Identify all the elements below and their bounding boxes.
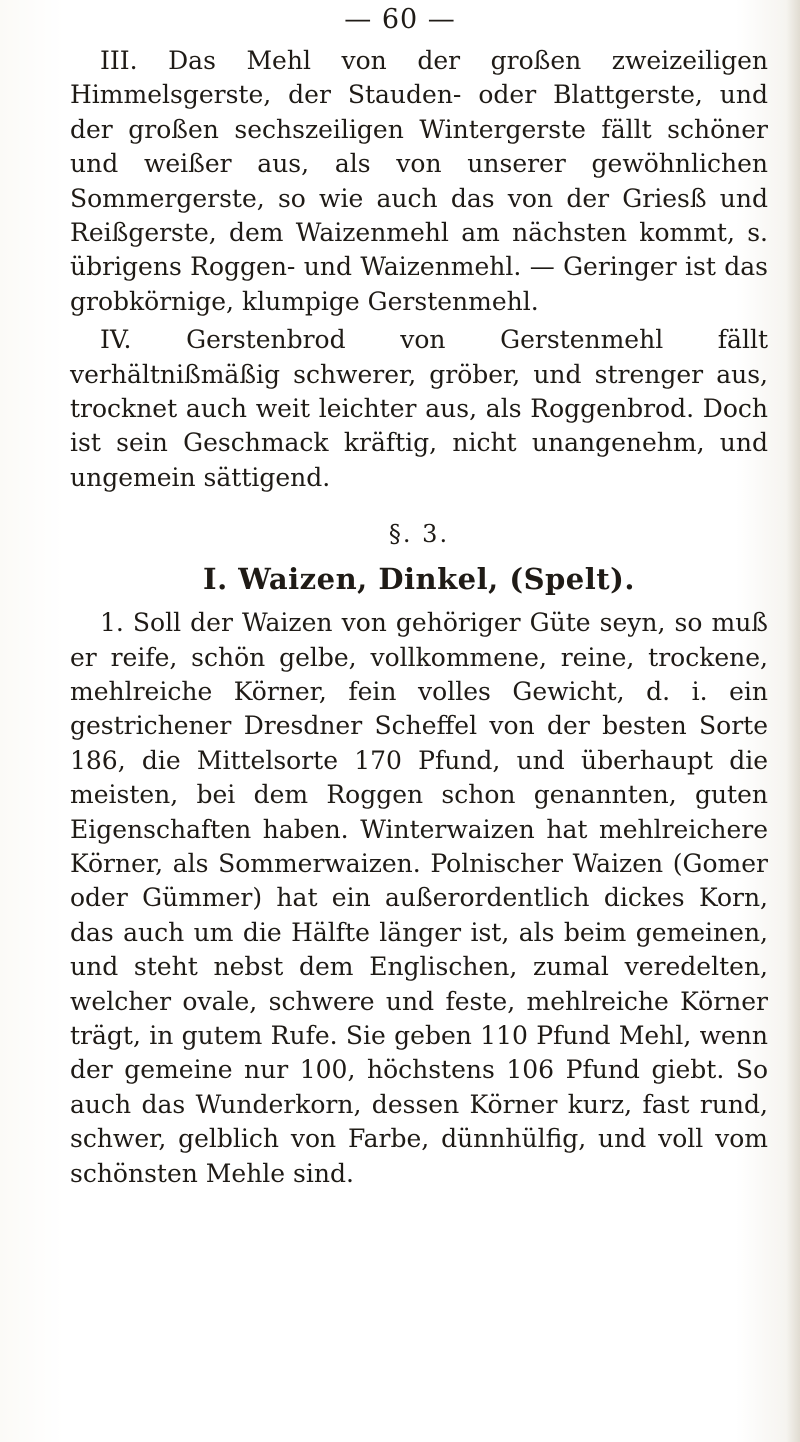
- page-number: — 60 —: [344, 4, 456, 35]
- paragraph-iii: III. Das Mehl von der großen zweizeiligen Himmelsgerste, der Stauden- oder Blattgerste, und der großen sechszeiligen Wintergerste fällt schöner und weißer aus, als von unserer gewöhnlichen Sommergerste, so wie auch das von der Griesß und Reißgerste, dem Waizenmehl am nächsten kommt, s. übrigens Roggen- und Waizenmehl. — Geringer ist das grobkörnige, klumpige Gerstenmehl.: [70, 46, 768, 316]
- page-edge-shadow: [786, 0, 800, 1442]
- paragraph-iv: IV. Gerstenbrod von Gerstenmehl fällt verhältnißmäßig schwerer, gröber, und strenger aus, trocknet auch weit leichter aus, als Roggenbrod. Doch ist sein Geschmack kräftig, nicht unangenehm, und ungemein sättigend.: [70, 325, 768, 492]
- page-text: [70, 44, 768, 1191]
- section-mark: §. 3.: [388, 520, 450, 549]
- section-heading: I. Waizen, Dinkel, (Spelt).: [203, 561, 635, 596]
- paragraph-1: 1. Soll der Waizen von gehöriger Güte seyn, so muß er reife, schön gelbe, vollkommene, reine, trockene, mehlreiche Körner, fein volles Gewicht, d. i. ein gestrichener Dresdner Scheffel von der besten Sorte 186, die Mittelsorte 170 Pfund, und überhaupt die meisten, bei dem Roggen schon genannten, guten Eigenschaften haben. Winterwaizen hat mehlreichere Körner, als Sommerwaizen. Polnischer Waizen (Gomer oder Gümmer) hat ein außerordentlich dickes Korn, das auch um die Hälfte länger ist, als beim gemeinen, und steht nebst dem Englischen, zumal veredelten, welcher ovale, schwere und feste, mehlreiche Körner trägt, in gutem Rufe. Sie geben 110 Pfund Mehl, wenn der gemeine nur 100, höchstens 106 Pfund giebt. So auch das Wunderkorn, dessen Körner kurz, fast rund, schwer, gelblich von Farbe, dünnhülfig, und voll vom schönsten Mehle sind.: [70, 608, 768, 1188]
